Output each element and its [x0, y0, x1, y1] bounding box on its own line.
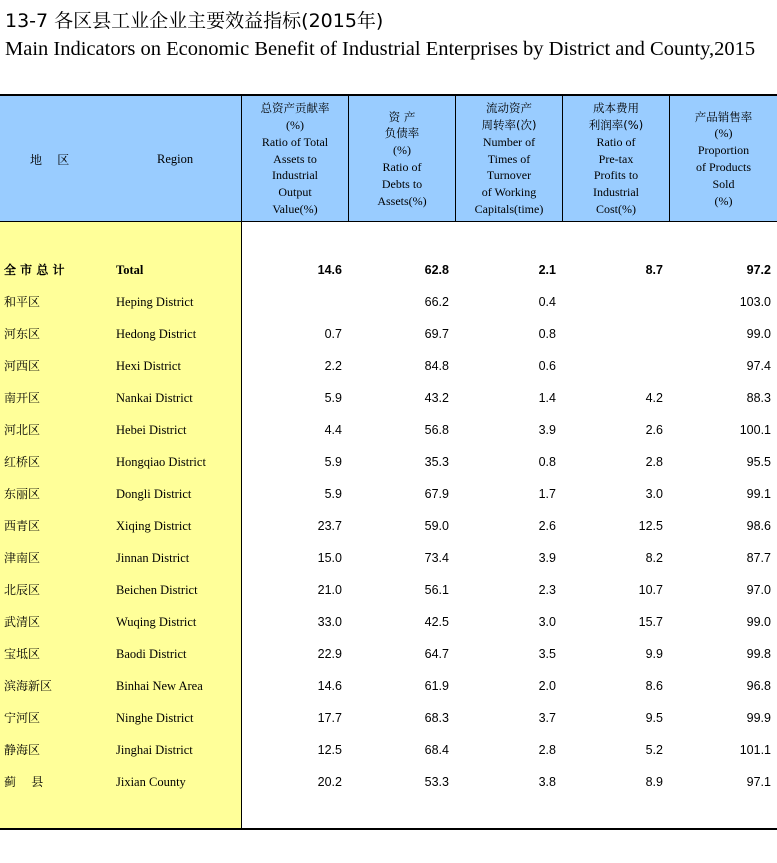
- header-working-capital-turnover: 流动资产 周转率(次) Number of Times of Turnover of Working Capitals(time): [474, 101, 544, 216]
- table-cell: 68.3: [424, 711, 449, 725]
- table-cell: 12.5: [317, 743, 342, 757]
- table-cell: 5.9: [324, 391, 342, 405]
- table-cell: 97.1: [746, 775, 771, 789]
- table-row: [0, 702, 777, 734]
- table-cell: 61.9: [424, 679, 449, 693]
- table-cell: 23.7: [317, 519, 342, 533]
- region-name-english: Wuqing District: [116, 615, 197, 629]
- table-cell: 3.0: [538, 615, 556, 629]
- table-cell: 42.5: [424, 615, 449, 629]
- table-cell: 0.4: [538, 295, 556, 309]
- table-cell: 15.0: [317, 551, 342, 565]
- table-cell: 5.9: [324, 487, 342, 501]
- table-cell: 3.8: [538, 775, 556, 789]
- region-name-english: Heping District: [116, 295, 194, 309]
- table-cell: 8.6: [645, 679, 663, 693]
- region-name-chinese: 南开区: [4, 391, 41, 405]
- region-name-chinese: 滨海新区: [4, 679, 53, 693]
- region-name-chinese: 河西区: [4, 359, 41, 373]
- table-cell: 22.9: [317, 647, 342, 661]
- table-row: [0, 318, 777, 350]
- table-row: [0, 638, 777, 670]
- region-name-english: Total: [116, 263, 144, 277]
- table-cell: 35.3: [424, 455, 449, 469]
- region-name-english: Binhai New Area: [116, 679, 203, 693]
- table-cell: 5.2: [645, 743, 663, 757]
- table-cell: 9.5: [645, 711, 663, 725]
- table-cell: 96.8: [746, 679, 771, 693]
- region-name-chinese: 宁河区: [4, 711, 41, 725]
- region-name-english: Xiqing District: [116, 519, 192, 533]
- table-cell: 97.0: [746, 583, 771, 597]
- region-name-chinese: 西青区: [4, 519, 41, 533]
- region-name-english: Ninghe District: [116, 711, 194, 725]
- header-region-english: Region: [157, 152, 194, 166]
- table-cell: 84.8: [424, 359, 449, 373]
- table-row: [0, 254, 777, 286]
- region-name-chinese: 武清区: [4, 615, 41, 629]
- table-cell: 2.6: [538, 519, 556, 533]
- table-cell: 0.8: [538, 327, 556, 341]
- table-cell: 1.7: [538, 487, 556, 501]
- table-bottom-rule: [0, 828, 777, 830]
- region-name-english: Jinnan District: [116, 551, 190, 565]
- table-cell: 3.0: [645, 487, 663, 501]
- table-cell: 66.2: [424, 295, 449, 309]
- region-name-chinese: 红桥区: [4, 455, 41, 469]
- region-name-english: Beichen District: [116, 583, 198, 597]
- region-name-chinese: 全 市 总 计: [4, 263, 65, 277]
- table-cell: 43.2: [424, 391, 449, 405]
- table-cell: 98.6: [746, 519, 771, 533]
- region-name-chinese: 蓟 县: [4, 775, 44, 789]
- table-row: [0, 382, 777, 414]
- table-cell: 2.0: [538, 679, 556, 693]
- region-name-chinese: 东丽区: [4, 487, 41, 501]
- table-cell: 99.8: [746, 647, 771, 661]
- table-cell: 87.7: [746, 551, 771, 565]
- table-cell: 9.9: [645, 647, 663, 661]
- table-cell: 56.8: [424, 423, 449, 437]
- table-cell: 4.4: [324, 423, 342, 437]
- region-name-chinese: 静海区: [4, 743, 41, 757]
- table-cell: 2.8: [538, 743, 556, 757]
- table-cell: 99.0: [746, 615, 771, 629]
- table-row: [0, 446, 777, 478]
- region-name-chinese: 宝坻区: [4, 647, 41, 661]
- header-region-chinese: 地 区: [30, 153, 70, 167]
- table-cell: 99.0: [746, 327, 771, 341]
- table-cell: 95.5: [746, 455, 771, 469]
- table-row: [0, 574, 777, 606]
- region-name-english: Hexi District: [116, 359, 181, 373]
- region-name-chinese: 和平区: [4, 295, 41, 309]
- region-name-chinese: 北辰区: [4, 583, 41, 597]
- table-cell: 3.5: [538, 647, 556, 661]
- table-cell: 100.1: [739, 423, 771, 437]
- region-name-chinese: 津南区: [4, 551, 41, 565]
- table-cell: 12.5: [638, 519, 663, 533]
- region-name-chinese: 河东区: [4, 327, 41, 341]
- table-row: [0, 734, 777, 766]
- table-cell: 2.2: [324, 359, 342, 373]
- table-row: [0, 542, 777, 574]
- table-row: [0, 478, 777, 510]
- table-cell: 97.4: [746, 359, 771, 373]
- region-name-english: Jixian County: [116, 775, 186, 789]
- table-cell: 4.2: [645, 391, 663, 405]
- table-cell: 8.7: [645, 263, 663, 277]
- table-cell: 3.9: [538, 551, 556, 565]
- table-cell: 0.8: [538, 455, 556, 469]
- table-row: [0, 414, 777, 446]
- table-cell: 20.2: [317, 775, 342, 789]
- table-cell: 103.0: [739, 295, 771, 309]
- table-cell: 69.7: [424, 327, 449, 341]
- region-name-english: Baodi District: [116, 647, 187, 661]
- table-cell: 10.7: [638, 583, 663, 597]
- table-cell: 67.9: [424, 487, 449, 501]
- table-cell: 3.9: [538, 423, 556, 437]
- region-name-english: Hebei District: [116, 423, 187, 437]
- table-cell: 0.7: [324, 327, 342, 341]
- region-name-english: Hongqiao District: [116, 455, 206, 469]
- table-row: [0, 510, 777, 542]
- table-cell: 62.8: [424, 263, 449, 277]
- table-cell: 1.4: [538, 391, 556, 405]
- table-cell: 99.9: [746, 711, 771, 725]
- table-cell: 33.0: [317, 615, 342, 629]
- header-debt-to-assets: 资 产 负债率 (%) Ratio of Debts to Assets(%): [377, 109, 427, 208]
- header-cost-profit-ratio: 成本费用 利润率(%) Ratio of Pre-tax Profits to Industrial Cost(%): [588, 101, 644, 216]
- table-cell: 8.2: [645, 551, 663, 565]
- title-english: Main Indicators on Economic Benefit of Industrial Enterprises by District and County,2015: [5, 38, 756, 60]
- table-cell: 3.7: [538, 711, 556, 725]
- table-cell: 8.9: [645, 775, 663, 789]
- table-cell: 59.0: [424, 519, 449, 533]
- region-name-english: Hedong District: [116, 327, 197, 341]
- table-cell: 2.3: [538, 583, 556, 597]
- table-cell: 68.4: [424, 743, 449, 757]
- table-cell: 2.8: [645, 455, 663, 469]
- region-name-english: Jinghai District: [116, 743, 193, 757]
- table-cell: 97.2: [746, 263, 771, 277]
- table-row: [0, 286, 777, 318]
- table-cell: 64.7: [424, 647, 449, 661]
- table-cell: 53.3: [424, 775, 449, 789]
- table-cell: 14.6: [317, 263, 342, 277]
- table-cell: 99.1: [746, 487, 771, 501]
- table-cell: 21.0: [317, 583, 342, 597]
- region-name-english: Dongli District: [116, 487, 192, 501]
- table-row: [0, 670, 777, 702]
- region-name-english: Nankai District: [116, 391, 193, 405]
- table-cell: 15.7: [638, 615, 663, 629]
- table-row: [0, 350, 777, 382]
- table-cell: 5.9: [324, 455, 342, 469]
- table-row: [0, 606, 777, 638]
- table-cell: 2.6: [645, 423, 663, 437]
- header-total-assets-contribution: 总资产贡献率 (%) Ratio of Total Assets to Industrial Output Value(%): [260, 101, 330, 216]
- table-cell: 0.6: [538, 359, 556, 373]
- table-row: [0, 766, 777, 798]
- title-chinese: 13-7 各区县工业企业主要效益指标(2015年): [5, 10, 384, 32]
- table-cell: 2.1: [538, 263, 556, 277]
- region-name-chinese: 河北区: [4, 423, 41, 437]
- table-cell: 56.1: [424, 583, 449, 597]
- table-cell: 73.4: [424, 551, 449, 565]
- header-products-sold-ratio: 产品销售率 (%) Proportion of Products Sold (%): [694, 109, 753, 208]
- table-cell: 17.7: [317, 711, 342, 725]
- table-cell: 101.1: [739, 743, 771, 757]
- table-cell: 14.6: [317, 679, 342, 693]
- table-cell: 88.3: [746, 391, 771, 405]
